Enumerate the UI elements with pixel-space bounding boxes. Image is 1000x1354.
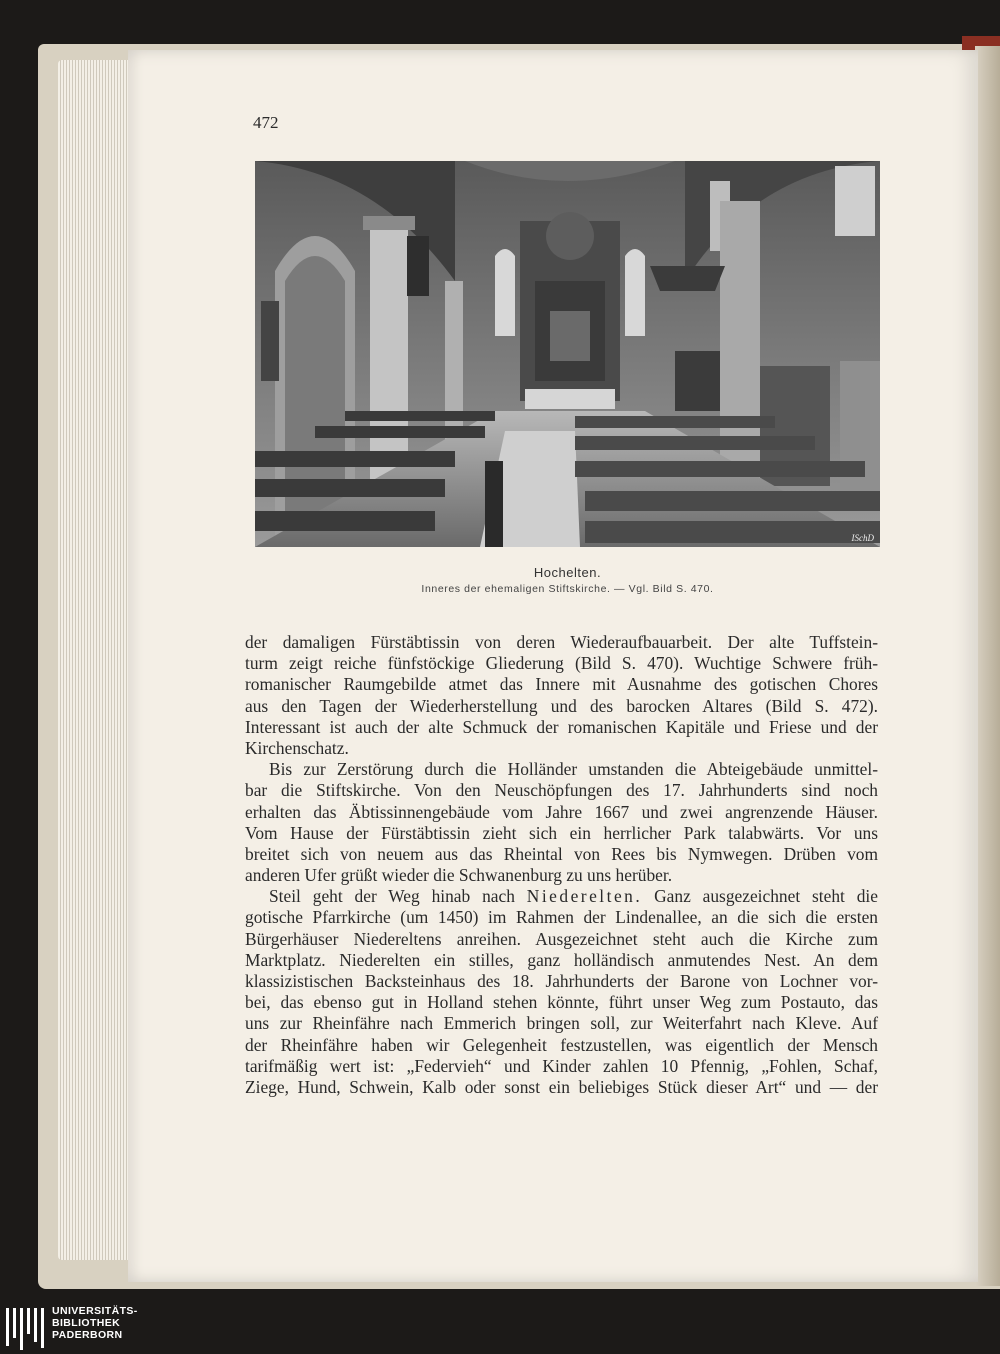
church-interior-photo: [255, 161, 880, 547]
paragraph-1: [245, 632, 878, 759]
library-logo-text: [52, 1305, 138, 1341]
facing-page-edge: [975, 46, 1000, 1286]
page-edges: [58, 60, 134, 1260]
paragraph-3: [245, 886, 878, 1098]
photo-watermark: ISchD: [851, 533, 874, 543]
text-line: klassizistischen Backsteinhaus des 18. Jahrhunderts der Barone von Lochner vor-: [245, 971, 878, 991]
paragraph-2: [245, 759, 878, 886]
logo-line-2: BIBLIOTHEK: [52, 1317, 121, 1329]
text-line: uns zur Rheinfähre nach Emmerich bringen soll, zur Weiterfahrt nach Kleve. Auf: [245, 1013, 878, 1034]
place-name-niederelten: Niederelten.: [526, 886, 643, 907]
logo-line-3: PADERBORN: [52, 1329, 123, 1341]
text-line: Vom Hause der Fürstäbtissin zieht sich ein herrlicher Park talabwärts. Vor uns: [245, 822, 878, 843]
body-text: [245, 632, 878, 1098]
text-line: der Rheinfähre haben wir Gelegenheit festzustellen, was eigentlich der Mensch: [245, 1034, 878, 1055]
logo-line-1: UNIVERSITÄTS-: [52, 1305, 138, 1317]
text-line: anderen Ufer grüßt wieder die Schwanenburg zu uns herüber.: [245, 865, 673, 886]
text-line: Bis zur Zerstörung durch die Holländer umstanden die Abteigebäude unmittel-: [269, 759, 878, 780]
text-line: turm zeigt reiche fünfstöckige Gliederung (Bild S. 470). Wuchtige Schwere früh-: [245, 653, 878, 674]
text-line-first: [245, 886, 878, 907]
text-line: Marktplatz. Niederelten ein stilles, ganz holländisch anmutendes Nest. An dem: [245, 949, 878, 970]
page-number: 472: [253, 113, 279, 132]
text-line: Ziege, Hund, Schwein, Kalb oder sonst ein beliebiges Stück dieser Art“ und — der: [245, 1076, 878, 1097]
text-fragment: Steil geht der Weg hinab nach: [269, 886, 515, 907]
figure-caption-subtitle: Inneres der ehemaligen Stiftskirche. — Vgl. Bild S. 470.: [421, 583, 714, 595]
text-line: bei, das ebenso gut in Holland stehen könnte, führt unser Weg zum Postauto, das: [245, 992, 878, 1013]
text-line: tarifmäßig wert ist: „Federvieh“ und Kinder zahlen 10 Pfennig, „Fohlen, Schaf,: [245, 1055, 878, 1076]
library-logo: [0, 1304, 200, 1354]
text-line: breitet sich von neuem aus das Rheintal von Rees bis Nymwegen. Drüben vom: [245, 843, 878, 864]
text-line: Kirchenschatz.: [245, 737, 349, 758]
text-line: romanischer Raumgebilde atmet das Innere mit Ausnahme des gotischen Chores: [245, 674, 878, 695]
text-line: Interessant ist auch der alte Schmuck der romanischen Kapitäle und Friese und der: [245, 716, 878, 737]
text-line: bar die Stiftskirche. Von den Neuschöpfungen des 17. Jahrhunderts sind noch: [245, 780, 878, 801]
figure-caption-title: Hochelten.: [533, 565, 602, 580]
text-line: der damaligen Fürstäbtissin von deren Wiederaufbauarbeit. Der alte Tuffstein-: [245, 632, 878, 652]
text-line: Bürgerhäuser Niedereltens anreihen. Ausgezeichnet steht auch die Kirche zum: [245, 928, 878, 949]
text-fragment: Ganz ausgezeichnet steht die: [654, 886, 878, 907]
text-line: gotische Pfarrkirche (um 1450) im Rahmen der Lindenallee, an die sich die ersten: [245, 907, 878, 928]
text-line: aus den Tagen der Wiederherstellung und des barocken Altares (Bild S. 472).: [245, 695, 878, 716]
text-line: erhalten das Äbtissinnengebäude vom Jahre 1667 und zwei angrenzende Häuser.: [245, 801, 878, 822]
photo-illustration: [255, 161, 880, 547]
